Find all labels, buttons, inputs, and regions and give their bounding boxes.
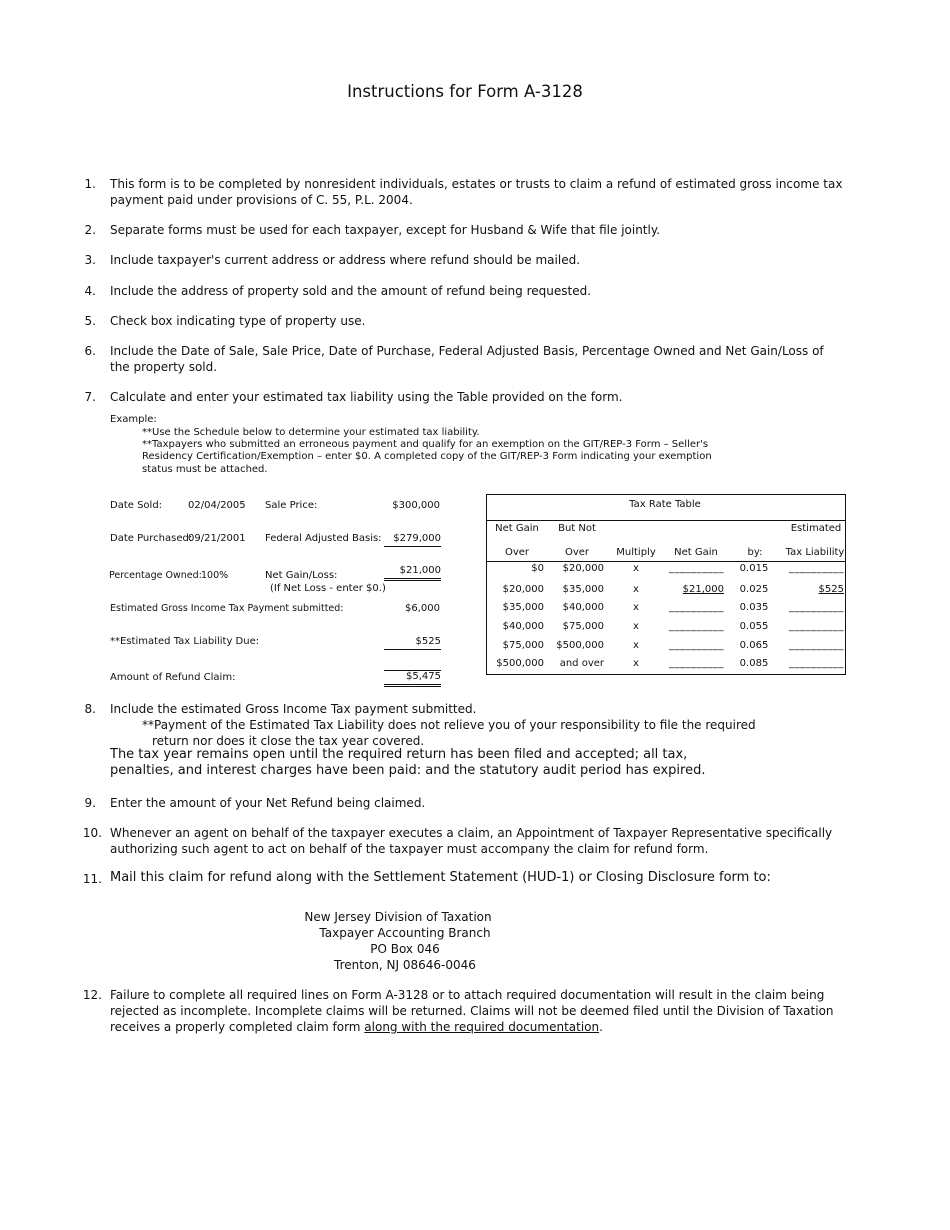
address-line-1: New Jersey Division of Taxation — [304, 910, 492, 924]
rate-cell-liability: __________ — [789, 602, 844, 613]
rate-cell-not-over: $20,000 — [562, 563, 604, 574]
item-4-number: 4. — [84, 284, 96, 298]
item-10-number: 10. — [82, 826, 102, 840]
col-header-net-gain: Net Gain — [495, 523, 539, 534]
col-header-multiply: Multiply — [616, 547, 656, 558]
item-12-line-3-end: . — [599, 1020, 603, 1034]
date-purchased-label: Date Purchased: — [110, 533, 193, 544]
net-gain-loss-value: $21,000 — [384, 565, 441, 581]
address-line-4: Trenton, NJ 08646-0046 — [334, 958, 476, 972]
rate-cell-x: x — [633, 621, 639, 632]
page-title: Instructions for Form A-3128 — [347, 82, 583, 101]
item-6-number: 6. — [84, 344, 96, 358]
net-gain-loss-note: (If Net Loss - enter $0.) — [270, 583, 386, 594]
example-label: Example: — [110, 414, 157, 425]
rate-cell-x: x — [633, 563, 639, 574]
address-line-3: PO Box 046 — [370, 942, 440, 956]
net-gain-loss-label: Net Gain/Loss: — [265, 570, 338, 581]
item-11-number: 11. — [82, 872, 102, 886]
item-12-line-3-text: receives a properly completed claim form — [110, 1020, 365, 1034]
rate-cell-rate: 0.055 — [739, 621, 769, 632]
item-8-line-3: return nor does it close the tax year covered. — [152, 734, 425, 748]
estimated-payment-value: $6,000 — [405, 603, 440, 614]
rate-cell-rate: 0.065 — [739, 640, 769, 651]
item-2-line-1: Separate forms must be used for each taxpayer, except for Husband & Wife that file jointly. — [110, 223, 661, 237]
rate-cell-over: $20,000 — [502, 584, 544, 595]
item-12-number: 12. — [82, 988, 102, 1002]
rate-cell-rate: 0.025 — [739, 584, 769, 595]
date-purchased-value: 09/21/2001 — [188, 533, 246, 544]
rate-cell-x: x — [633, 584, 639, 595]
rate-cell-x: x — [633, 602, 639, 613]
item-3-number: 3. — [84, 253, 96, 267]
example-note-2-line-1: **Taxpayers who submitted an erroneous payment and qualify for an exemption on the GIT/REP-3 Form – Seller's — [142, 439, 709, 450]
rate-cell-gain: __________ — [669, 602, 724, 613]
rate-cell-x: x — [633, 640, 639, 651]
rate-cell-gain: __________ — [669, 658, 724, 669]
federal-adjusted-basis-value: $279,000 — [384, 533, 441, 547]
example-note-2-line-2: Residency Certification/Exemption – enter $0. A completed copy of the GIT/REP-3 Form indicating your exemption — [142, 451, 712, 462]
date-sold-value: 02/04/2005 — [188, 500, 246, 511]
federal-adjusted-basis-label: Federal Adjusted Basis: — [265, 533, 382, 544]
item-5-line-1: Check box indicating type of property use. — [110, 314, 366, 328]
item-10-line-2: authorizing such agent to act on behalf of the taxpayer must accompany the claim for refund form. — [110, 842, 709, 856]
item-9-line-1: Enter the amount of your Net Refund being claimed. — [110, 796, 426, 810]
item-8-number: 8. — [84, 702, 96, 716]
estimated-liability-value: $525 — [384, 636, 441, 650]
rate-cell-liability: $525 — [818, 584, 844, 595]
sale-price-value: $300,000 — [392, 500, 440, 511]
col-header-but-not: But Not — [558, 523, 596, 534]
rate-cell-liability: __________ — [789, 658, 844, 669]
rate-cell-x: x — [633, 658, 639, 669]
rate-cell-liability: __________ — [789, 640, 844, 651]
item-7-line-1: Calculate and enter your estimated tax liability using the Table provided on the form. — [110, 390, 623, 404]
item-1-number: 1. — [84, 177, 96, 191]
rate-cell-gain: __________ — [669, 563, 724, 574]
item-4-line-1: Include the address of property sold and the amount of refund being requested. — [110, 284, 592, 298]
rate-cell-not-over: and over — [559, 658, 604, 669]
estimated-payment-label: Estimated Gross Income Tax Payment submitted: — [110, 603, 344, 614]
example-note-2-line-3: status must be attached. — [142, 464, 268, 475]
item-12-line-2: rejected as incomplete. Incomplete claims will be returned. Claims will not be deemed filed until the Division of Taxation — [110, 1004, 834, 1018]
refund-claim-label: Amount of Refund Claim: — [110, 672, 236, 683]
table-divider — [487, 561, 845, 562]
rate-cell-gain: __________ — [669, 621, 724, 632]
item-2-number: 2. — [84, 223, 96, 237]
rate-cell-over: $75,000 — [502, 640, 544, 651]
date-sold-label: Date Sold: — [110, 500, 163, 511]
col-header-not-over: Over — [564, 547, 590, 558]
sale-price-label: Sale Price: — [265, 500, 318, 511]
rate-cell-over: $0 — [531, 563, 544, 574]
table-divider — [487, 520, 845, 521]
item-6-line-1: Include the Date of Sale, Sale Price, Date of Purchase, Federal Adjusted Basis, Percentage Owned and Net Gain/Loss of — [110, 344, 824, 358]
rate-cell-not-over: $500,000 — [556, 640, 604, 651]
item-11-line-1: Mail this claim for refund along with the Settlement Statement (HUD-1) or Closing Disclosure form to: — [110, 870, 771, 885]
item-8-line-2: **Payment of the Estimated Tax Liability does not relieve you of your responsibility to file the required — [142, 718, 756, 732]
refund-claim-value: $5,475 — [384, 670, 441, 687]
rate-cell-over: $500,000 — [496, 658, 544, 669]
rate-cell-rate: 0.085 — [739, 658, 769, 669]
percentage-owned-label: Percentage Owned: — [109, 570, 202, 581]
item-5-number: 5. — [84, 314, 96, 328]
rate-cell-over: $35,000 — [502, 602, 544, 613]
item-12-line-3 — [110, 1019, 603, 1035]
estimated-liability-label: **Estimated Tax Liability Due: — [110, 636, 260, 647]
rate-cell-rate: 0.035 — [739, 602, 769, 613]
example-note-1: **Use the Schedule below to determine your estimated tax liability. — [142, 427, 480, 438]
rate-cell-liability: __________ — [789, 563, 844, 574]
tax-rate-table-title: Tax Rate Table — [629, 499, 701, 510]
rate-cell-not-over: $75,000 — [562, 621, 604, 632]
percentage-owned-value: 100% — [201, 570, 229, 581]
rate-cell-rate: 0.015 — [739, 563, 769, 574]
col-header-estimated: Estimated — [790, 523, 842, 534]
item-8-line-5: penalties, and interest charges have been paid: and the statutory audit period has expired. — [110, 763, 706, 778]
rate-cell-gain: __________ — [669, 640, 724, 651]
item-10-line-1: Whenever an agent on behalf of the taxpayer executes a claim, an Appointment of Taxpayer Representative specifically — [110, 826, 833, 840]
col-header-by: by: — [747, 547, 763, 558]
item-7-number: 7. — [84, 390, 96, 404]
item-6-line-2: the property sold. — [110, 360, 218, 374]
item-8-line-1: Include the estimated Gross Income Tax payment submitted. — [110, 702, 477, 716]
item-12-line-1: Failure to complete all required lines on Form A-3128 or to attach required documentation will result in the claim being — [110, 988, 825, 1002]
col-header-tax-liability: Tax Liability — [785, 547, 845, 558]
item-3-line-1: Include taxpayer's current address or address where refund should be mailed. — [110, 253, 581, 267]
required-documentation-underlined: along with the required documentation — [364, 1020, 600, 1034]
rate-cell-liability: __________ — [789, 621, 844, 632]
rate-cell-not-over: $35,000 — [562, 584, 604, 595]
item-8-line-4: The tax year remains open until the required return has been filed and accepted; all tax, — [110, 747, 688, 762]
item-1-line-2: payment paid under provisions of C. 55, P.L. 2004. — [110, 193, 413, 207]
col-header-gain: Net Gain — [674, 547, 718, 558]
rate-cell-gain: $21,000 — [682, 584, 724, 595]
rate-cell-not-over: $40,000 — [562, 602, 604, 613]
item-1-line-1: This form is to be completed by nonresident individuals, estates or trusts to claim a refund of estimated gross income tax — [110, 177, 843, 191]
item-9-number: 9. — [84, 796, 96, 810]
address-line-2: Taxpayer Accounting Branch — [319, 926, 491, 940]
rate-cell-over: $40,000 — [502, 621, 544, 632]
col-header-over: Over — [504, 547, 530, 558]
